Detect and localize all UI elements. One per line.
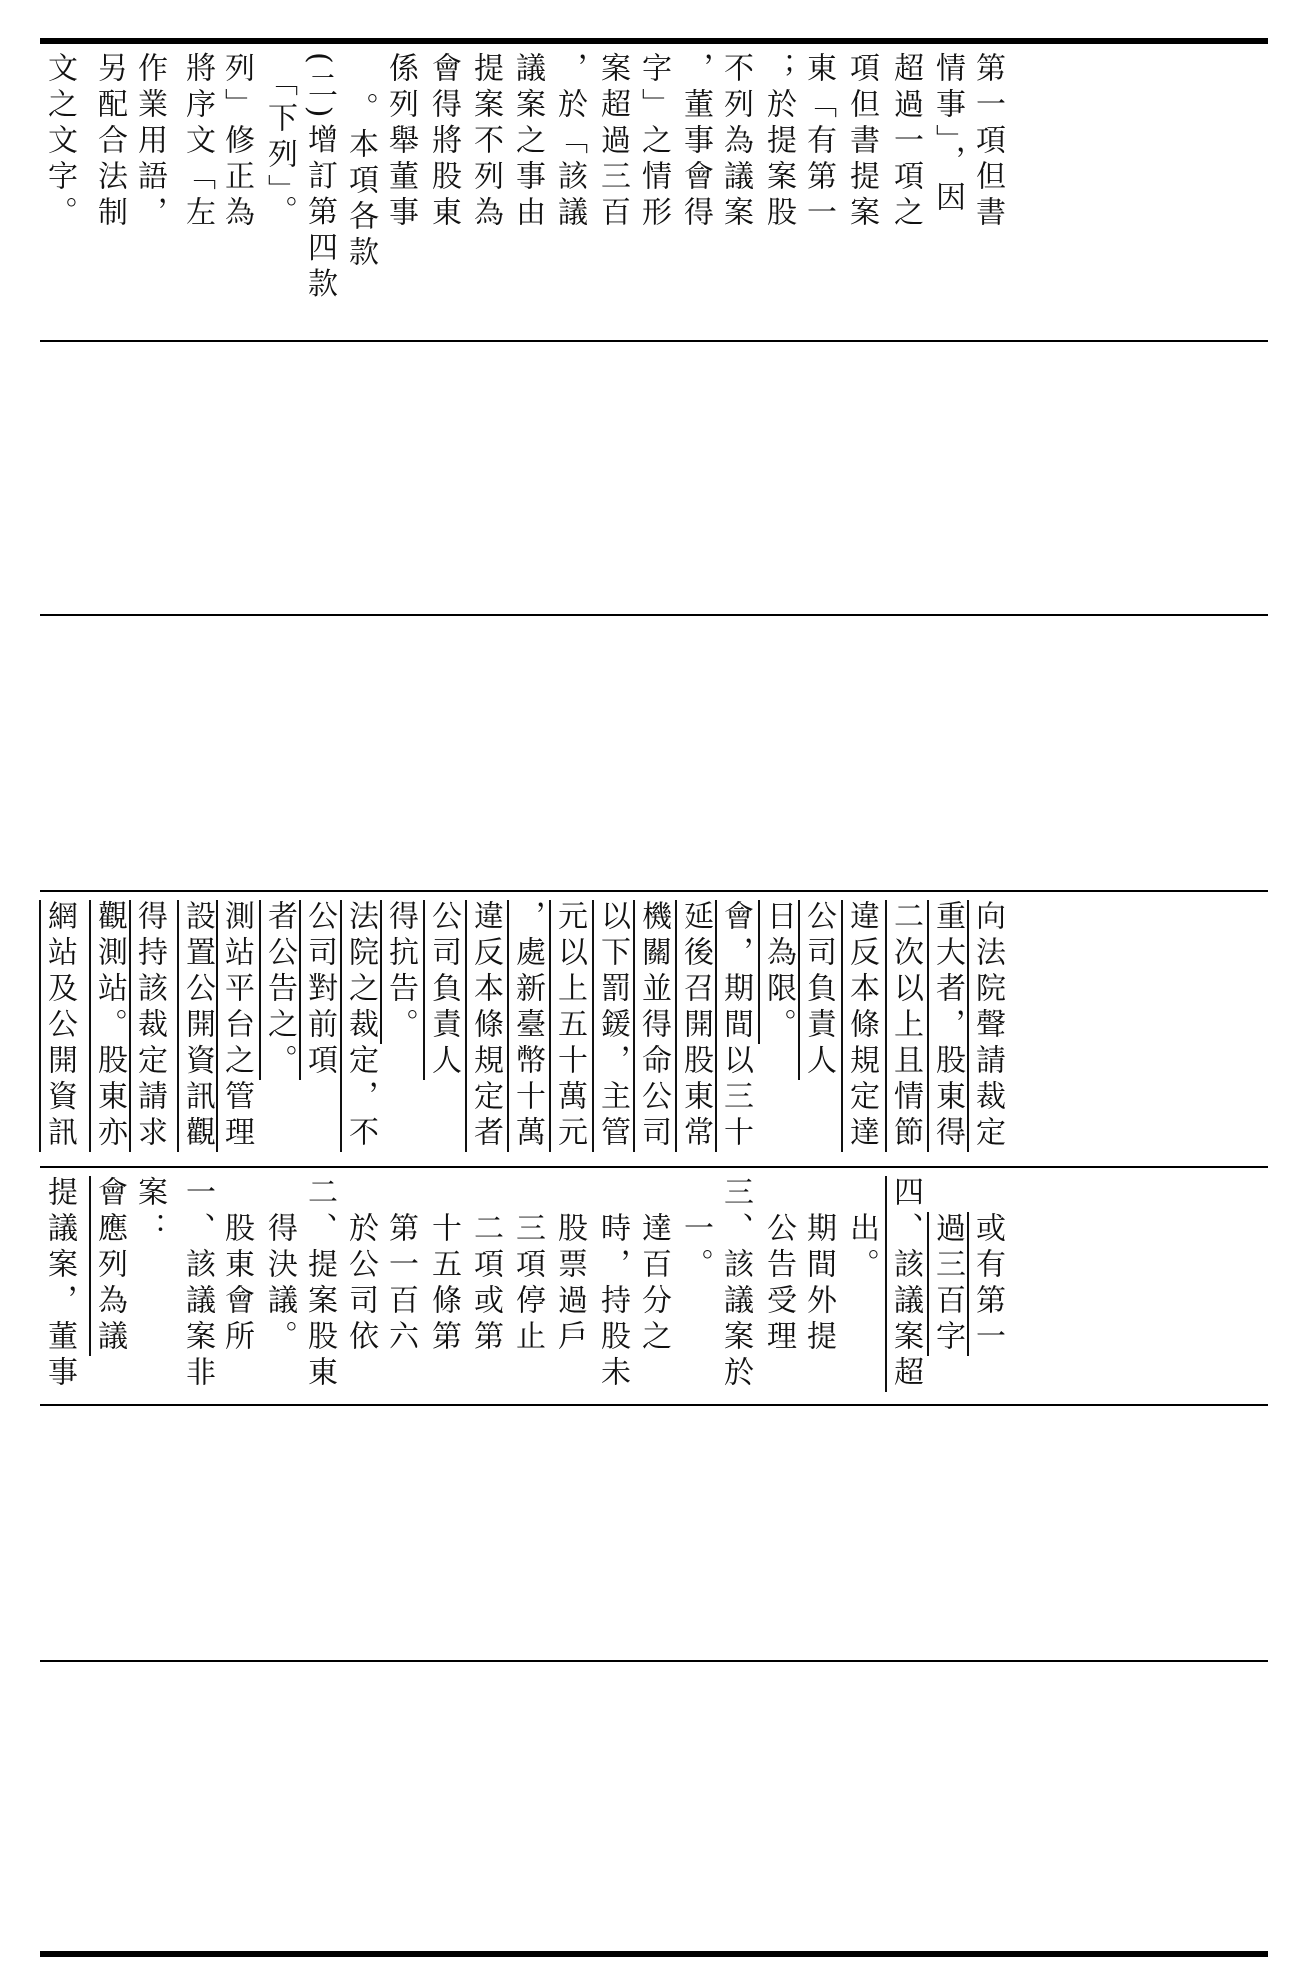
text-column: 股票過戶 xyxy=(552,1212,587,1356)
text-column: 情事」，因 xyxy=(930,52,965,217)
text-column: 或有第一 xyxy=(970,1212,1005,1356)
text-column: 不列為議案 xyxy=(718,52,753,232)
text-column: 達百分之 xyxy=(636,1212,671,1356)
text-column: 第一百六 xyxy=(383,1212,418,1356)
text-column: 十五條第 xyxy=(426,1212,461,1356)
text-column: 案： xyxy=(132,1176,167,1248)
row-divider-1 xyxy=(40,340,1268,342)
text-column: 「下列」。 xyxy=(262,66,297,231)
text-column: 股東會所 xyxy=(219,1212,254,1356)
text-column: 二次以上且情節 xyxy=(888,900,923,1152)
text-column: 東「有第一 xyxy=(801,52,836,232)
row-divider-6 xyxy=(40,1660,1268,1662)
text-column: ，處新臺幣十萬 xyxy=(510,900,545,1152)
row-divider-2 xyxy=(40,614,1268,616)
text-column: 二項或第 xyxy=(468,1212,503,1356)
text-column: 。本項各款 xyxy=(343,92,378,272)
text-column: 三、該議案於 xyxy=(718,1176,753,1392)
text-column: 法院之裁定，不 xyxy=(343,900,378,1152)
text-column: 第一項但書 xyxy=(970,52,1005,232)
text-column: 期間外提 xyxy=(801,1212,836,1356)
text-column: (二)增訂第四款 xyxy=(302,52,337,304)
text-column: 測站平台之管理 xyxy=(219,900,254,1152)
text-column: 於公司依 xyxy=(343,1212,378,1356)
text-column: 一、該議案非 xyxy=(180,1176,215,1392)
text-column: 違反本條規定達 xyxy=(844,900,879,1152)
text-column: 延後召開股東常 xyxy=(678,900,713,1152)
text-column: 向法院聲請裁定 xyxy=(970,900,1005,1152)
text-column: 超過一項之 xyxy=(888,52,923,232)
text-column: 違反本條規定者 xyxy=(468,900,503,1152)
text-column: 得持該裁定請求 xyxy=(132,900,167,1152)
text-column: 日為限。 xyxy=(761,900,796,1044)
text-column: 公司負責人 xyxy=(801,900,836,1080)
text-column: 設置公開資訊觀 xyxy=(180,900,215,1152)
text-column: 四、該議案超 xyxy=(888,1176,923,1392)
text-column: 元以上五十萬元 xyxy=(552,900,587,1152)
table-cell-article-amended xyxy=(40,892,1268,1166)
text-column: 另配合法制 xyxy=(92,52,127,232)
text-column: 以下罰鍰，主管 xyxy=(595,900,630,1152)
table-cell-article-current xyxy=(40,1168,1268,1404)
text-column: 一。 xyxy=(678,1212,713,1284)
text-column: 提議案，董事 xyxy=(42,1176,77,1392)
text-column: 得決議。 xyxy=(262,1212,297,1356)
text-column: ，董事會得 xyxy=(678,52,713,232)
text-column: 係列舉董事 xyxy=(383,52,418,232)
text-column: 會應列為議 xyxy=(92,1176,127,1356)
row-divider-5 xyxy=(40,1404,1268,1406)
text-column: 二、提案股東 xyxy=(302,1176,337,1392)
table-cell-explanation-top xyxy=(40,44,1268,340)
text-column: 公司負責人 xyxy=(426,900,461,1080)
text-column: 將序文「左 xyxy=(180,52,215,232)
text-column: 得抗告。 xyxy=(383,900,418,1044)
text-column: 過三百字 xyxy=(930,1212,965,1356)
text-column: 會得將股東 xyxy=(426,52,461,232)
text-column: 字」之情形 xyxy=(636,52,671,232)
text-column: 列」修正為 xyxy=(219,52,254,232)
text-column: 議案之事由 xyxy=(510,52,545,232)
text-column: ，於「該議 xyxy=(552,52,587,232)
text-column: 機關並得命公司 xyxy=(636,900,671,1152)
text-column: 者公告之。 xyxy=(262,900,297,1080)
text-column: 會，期間以三十 xyxy=(718,900,753,1152)
text-column: 項但書提案 xyxy=(844,52,879,232)
text-column: 提案不列為 xyxy=(468,52,503,232)
text-column: 案超過三百 xyxy=(595,52,630,232)
text-column: 時，持股未 xyxy=(595,1212,630,1392)
text-column: 公告受理 xyxy=(761,1212,796,1356)
text-column: 公司對前項 xyxy=(302,900,337,1080)
text-column: 重大者，股東得 xyxy=(930,900,965,1152)
text-column: 文之文字。 xyxy=(42,52,77,232)
text-column: 觀測站。股東亦 xyxy=(92,900,127,1152)
text-column: 三項停止 xyxy=(510,1212,545,1356)
text-column: 網站及公開資訊 xyxy=(42,900,77,1152)
bottom-border-line xyxy=(40,1951,1268,1957)
text-column: 出。 xyxy=(844,1212,879,1284)
text-column: 作業用語， xyxy=(132,52,167,232)
text-column: ；於提案股 xyxy=(761,52,796,232)
